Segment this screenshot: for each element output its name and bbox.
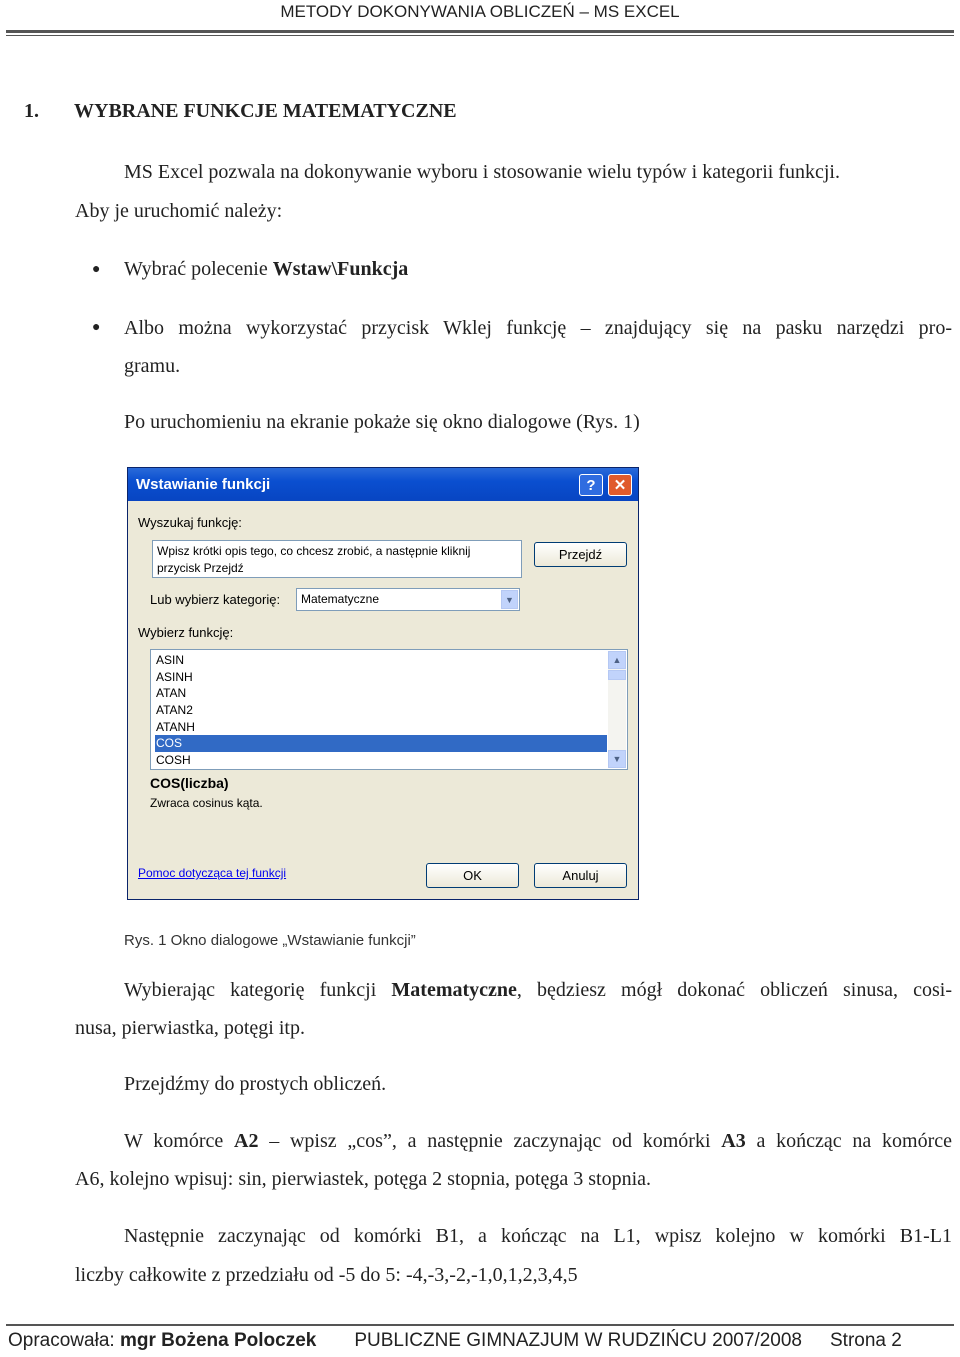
para-1-line-2: nusa, pierwiastka, potęgi itp. [75,1017,305,1039]
category-value: Matematyczne [301,592,380,606]
category-label: Lub wybierz kategorię: [150,592,281,607]
para-4-line-1: Następnie zaczynając od komórki B1, a kończąc na L1, wpisz kolejno w komórki B1-L1 [124,1225,952,1247]
para-1-line-1 [124,971,952,1009]
search-input-text-1: Wpisz krótki opis tego, co chcesz zrobić, a następnie kliknij [157,544,471,558]
search-input[interactable] [152,540,522,578]
insert-function-dialog [127,467,639,900]
para-4-line-2: liczby całkowite z przedziału od -5 do 5: -4,-3,-2,-1,0,1,2,3,4,5 [75,1264,578,1286]
dialog-title: Wstawianie funkcji [136,476,271,493]
para-3-line-1 [124,1122,952,1160]
bullet-2-line-1: Albo można wykorzystać przycisk Wklej funkcję – znajdujący się na pasku narzędzi pro- [124,317,952,339]
footer-page: Strona 2 [830,1330,902,1351]
page-footer [8,1330,952,1356]
bullet-dot-icon: ● [92,320,101,335]
list-item[interactable]: ATAN2 [156,703,193,718]
para-3-cell-a2: A2 [234,1130,259,1152]
footer-rule [6,1324,954,1326]
para-3-text-2: – wpisz „cos”, a następnie zaczynając od komórki [258,1130,722,1152]
section-title: WYBRANE FUNKCJE MATEMATYCZNE [74,100,457,122]
figure-caption: Rys. 1 Okno dialogowe „Wstawianie funkcji” [124,932,416,949]
footer-label: Opracowała: [8,1330,120,1351]
search-label: Wyszukaj funkcję: [138,515,242,530]
list-item[interactable]: COSH [156,753,191,768]
cancel-button[interactable]: Anuluj [534,863,627,888]
dialog-intro: Po uruchomieniu na ekranie pokaże się okno dialogowe (Rys. 1) [124,411,640,433]
footer-school: PUBLICZNE GIMNAZJUM W RUDZIŃCU 2007/2008 [354,1330,802,1351]
page-header: METODY DOKONYWANIA OBLICZEŃ – MS EXCEL [280,2,680,21]
para-3-text-1: W komórce [124,1130,235,1152]
function-list[interactable] [150,649,628,770]
ok-button[interactable]: OK [426,863,519,888]
para-1-suffix: , będziesz mógł dokonać obliczeń sinusa, cosi- [516,979,953,1001]
function-label: Wybierz funkcję: [138,625,234,640]
search-input-text-2: przycisk Przejdź [157,561,244,575]
list-item[interactable]: ATANH [156,719,195,734]
list-item[interactable]: ASINH [156,669,193,684]
function-signature: COS(liczba) [150,775,229,791]
bullet-1-command: Wstaw\Funkcja [272,258,409,280]
scroll-thumb[interactable] [608,670,626,680]
bullet-1 [124,250,408,288]
scroll-up-icon[interactable]: ▲ [608,651,626,669]
bullet-1-text: Wybrać polecenie [124,258,273,280]
go-button[interactable]: Przejdź [534,542,627,567]
footer-author: mgr Bożena Poloczek [119,1330,317,1351]
header-rule [6,30,954,33]
para-3-line-2: A6, kolejno wpisuj: sin, pierwiastek, potęga 2 stopnia, potęga 3 stopnia. [75,1168,652,1190]
para-2: Przejdźmy do prostych obliczeń. [124,1073,387,1095]
close-icon[interactable]: ✕ [608,474,632,496]
list-item[interactable]: ATAN [156,686,187,701]
bullet-2-line-2: gramu. [124,355,181,377]
para-1-prefix: Wybierając kategorię funkcji [124,979,392,1001]
list-item-selected[interactable]: COS [155,735,607,752]
list-item[interactable]: ASIN [156,653,185,667]
section-heading [24,100,457,123]
para-3-text-3: a kończąc na komórce [745,1130,952,1152]
para-1-bold: Matematyczne [391,979,517,1001]
category-select[interactable] [296,588,520,611]
help-link[interactable]: Pomoc dotycząca tej funkcji [138,866,287,880]
scroll-down-icon[interactable]: ▼ [608,750,626,768]
section-number: 1. [24,100,39,122]
function-description: Zwraca cosinus kąta. [150,796,263,810]
bullet-dot-icon: ● [92,262,101,277]
intro-line-2: Aby je uruchomić należy: [75,200,283,222]
para-3-cell-a3: A3 [721,1130,746,1152]
help-icon[interactable]: ? [579,474,603,496]
intro-line-1: MS Excel pozwala na dokonywanie wyboru i stosowanie wielu typów i kategorii funkcji. [124,161,840,183]
dialog-title-bar [128,468,639,501]
function-items [155,652,607,769]
header-rule-thin [6,35,954,36]
chevron-down-icon[interactable]: ▼ [501,590,518,609]
list-scrollbar[interactable] [608,651,626,768]
